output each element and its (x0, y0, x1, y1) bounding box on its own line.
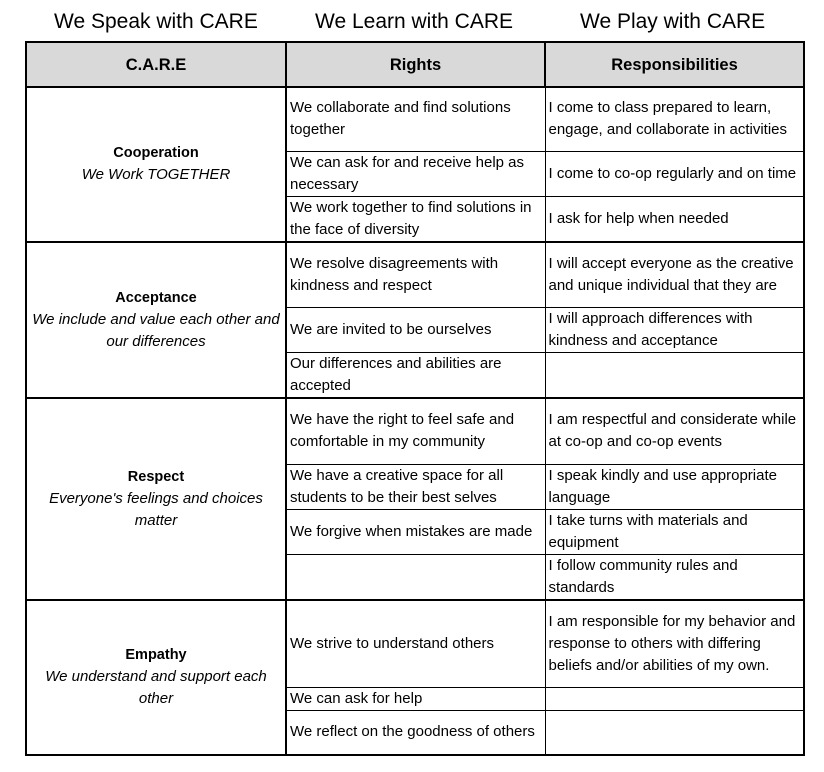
right-cell: We resolve disagreements with kindness and respect (286, 242, 545, 308)
right-cell (286, 554, 545, 600)
responsibility-cell: I will accept everyone as the creative and unique individual that they are (545, 242, 804, 308)
responsibility-cell (545, 353, 804, 399)
right-cell: We collaborate and find solutions together (286, 87, 545, 151)
responsibility-cell: I am respectful and considerate while at co-op and co-op events (545, 398, 804, 464)
header-row (26, 42, 804, 87)
care-name: Acceptance (115, 289, 197, 306)
right-cell: We can ask for and receive help as necessary (286, 151, 545, 196)
slogan-play: We Play with CARE (580, 10, 766, 33)
care-cell-acceptance (26, 242, 286, 399)
right-cell: We can ask for help (286, 688, 545, 711)
right-cell: We have a creative space for all students to be their best selves (286, 464, 545, 509)
table-row (26, 398, 804, 464)
header-responsibilities: Responsibilities (545, 42, 804, 87)
responsibility-cell: I will approach differences with kindness and acceptance (545, 308, 804, 353)
care-cell-cooperation (26, 87, 286, 242)
right-cell: We reflect on the goodness of others (286, 711, 545, 755)
responsibility-cell: I follow community rules and standards (545, 554, 804, 600)
care-cell-respect (26, 398, 286, 600)
responsibility-cell: I come to co-op regularly and on time (545, 151, 804, 196)
right-cell: We strive to understand others (286, 600, 545, 688)
care-motto: We understand and support each other (45, 668, 267, 707)
care-motto: We include and value each other and our differences (32, 310, 280, 350)
right-cell: We are invited to be ourselves (286, 308, 545, 353)
right-cell: We work together to find solutions in the face of diversity (286, 196, 545, 242)
care-motto: We Work TOGETHER (81, 166, 231, 184)
responsibility-cell (545, 711, 804, 755)
header-care: C.A.R.E (26, 42, 286, 87)
table-row (26, 600, 804, 688)
care-name: Respect (127, 468, 185, 485)
responsibility-cell: I am responsible for my behavior and response to others with differing beliefs and/or abilities of my own. (545, 600, 804, 688)
care-table (25, 41, 805, 756)
responsibility-cell (545, 688, 804, 711)
responsibility-cell: I ask for help when needed (545, 196, 804, 242)
care-name: Empathy (125, 647, 187, 663)
slogan-learn: We Learn with CARE (315, 10, 514, 33)
care-motto: Everyone's feelings and choices matter (49, 489, 263, 529)
header-rights: Rights (286, 42, 545, 87)
right-cell: We forgive when mistakes are made (286, 509, 545, 554)
care-cell-empathy (26, 600, 286, 755)
table-row (26, 87, 804, 151)
right-cell: We have the right to feel safe and comfortable in my community (286, 398, 545, 464)
responsibility-cell: I come to class prepared to learn, engage, and collaborate in activities (545, 87, 804, 151)
slogan-speak: We Speak with CARE (54, 10, 258, 33)
responsibility-cell: I take turns with materials and equipment (545, 509, 804, 554)
care-name: Cooperation (113, 145, 199, 162)
responsibility-cell: I speak kindly and use appropriate language (545, 464, 804, 509)
right-cell: Our differences and abilities are accepted (286, 353, 545, 399)
table-row (26, 242, 804, 308)
